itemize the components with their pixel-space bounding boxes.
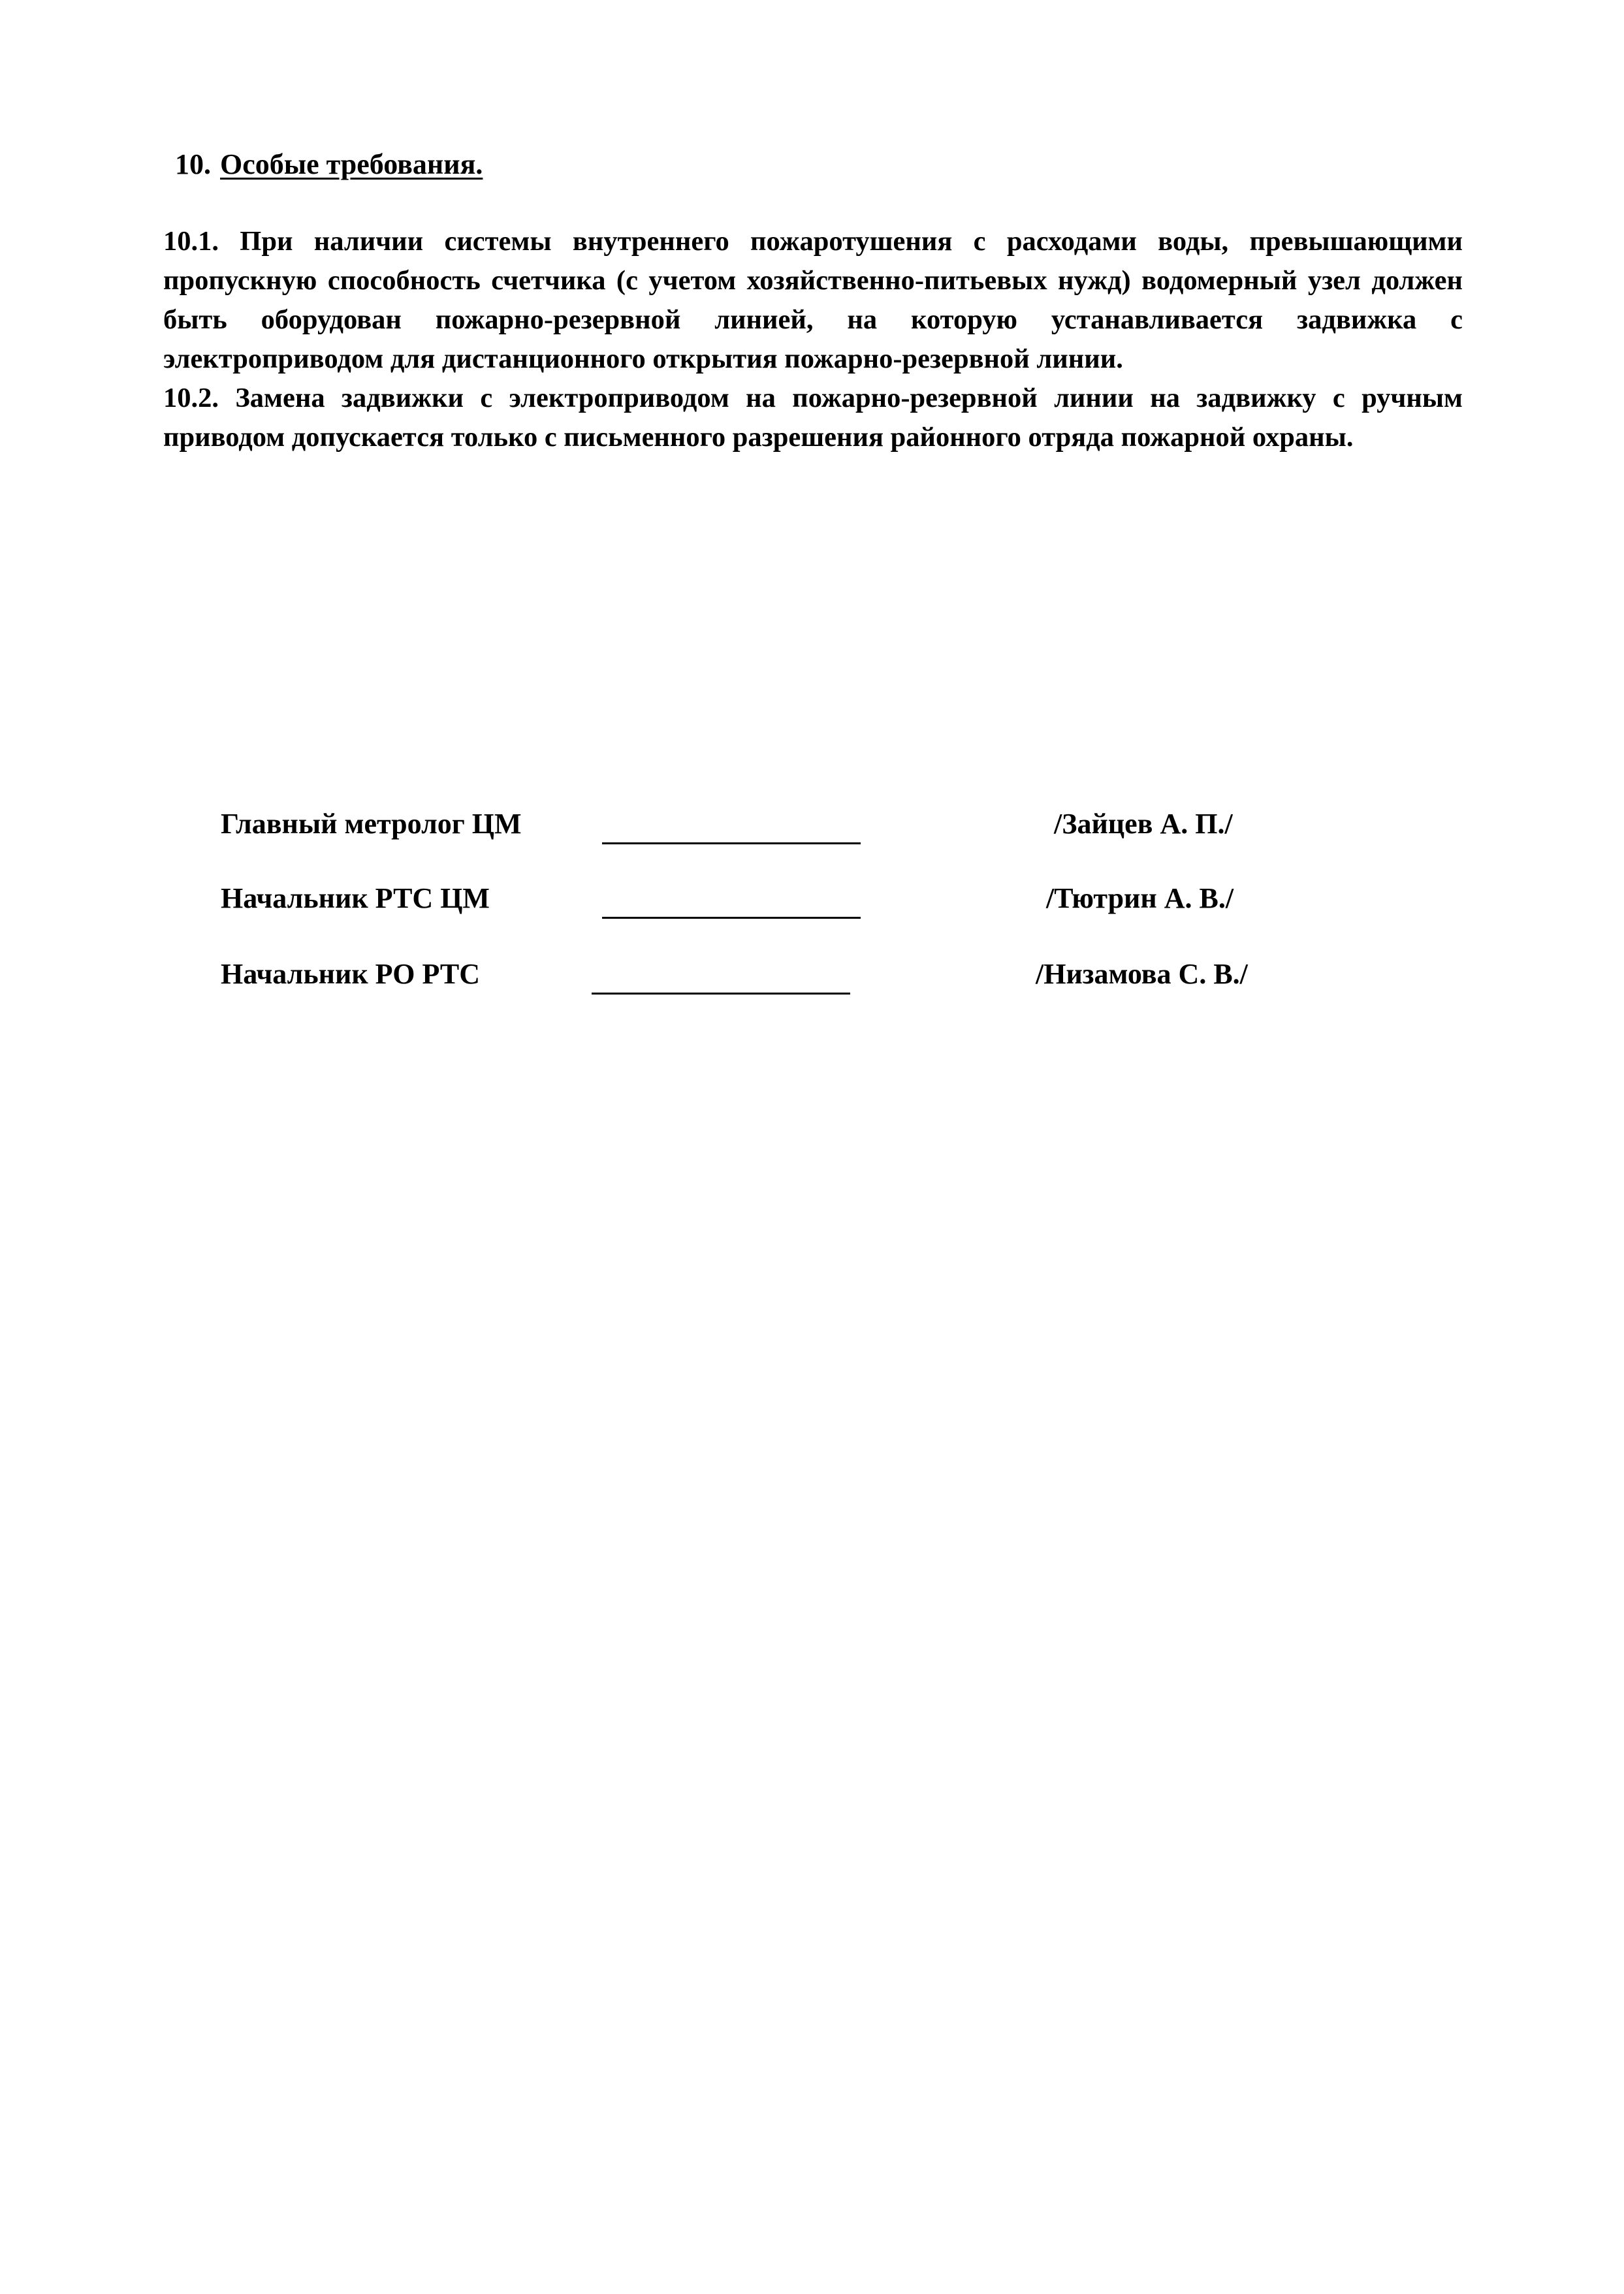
signature-name: /Низамова С. В./ [1036, 958, 1248, 990]
signature-row-chief-metrologist [0, 804, 1624, 850]
signature-row-ro-rts-head [0, 955, 1624, 1000]
signature-role: Начальник РО РТС [221, 958, 481, 990]
paragraph-10-2: 10.2. Замена задвижки с электроприводом на пожарно-резервной линии на задвижку с ручным приводом допускается только с письменного разрешения районного отряда пожарной охраны. [163, 383, 1463, 453]
signature-line [602, 917, 861, 919]
section-heading [175, 145, 483, 184]
signature-name: /Зайцев А. П./ [1054, 808, 1233, 840]
signature-role: Начальник РТС ЦМ [221, 882, 490, 914]
section-title: Особые требования. [220, 148, 483, 180]
signature-role: Главный метролог ЦМ [221, 808, 522, 840]
section-body [163, 222, 1463, 457]
signature-line [592, 993, 850, 995]
paragraph-10-1: 10.1. При наличии системы внутреннего пожаротушения с расходами воды, превышающими пропускную способность счетчика (с учетом хозяйственно-питьевых нужд) водомерный узел должен быть оборудован пожарно-резервной линией, на которую устанавливается задвижка с электроприводом для дистанционного открытия пожарно-резервной линии. [163, 226, 1463, 374]
signature-name: /Тютрин А. В./ [1046, 882, 1234, 914]
signature-row-rts-head [0, 879, 1624, 925]
signature-line [602, 842, 861, 844]
section-number: 10. [175, 148, 211, 180]
